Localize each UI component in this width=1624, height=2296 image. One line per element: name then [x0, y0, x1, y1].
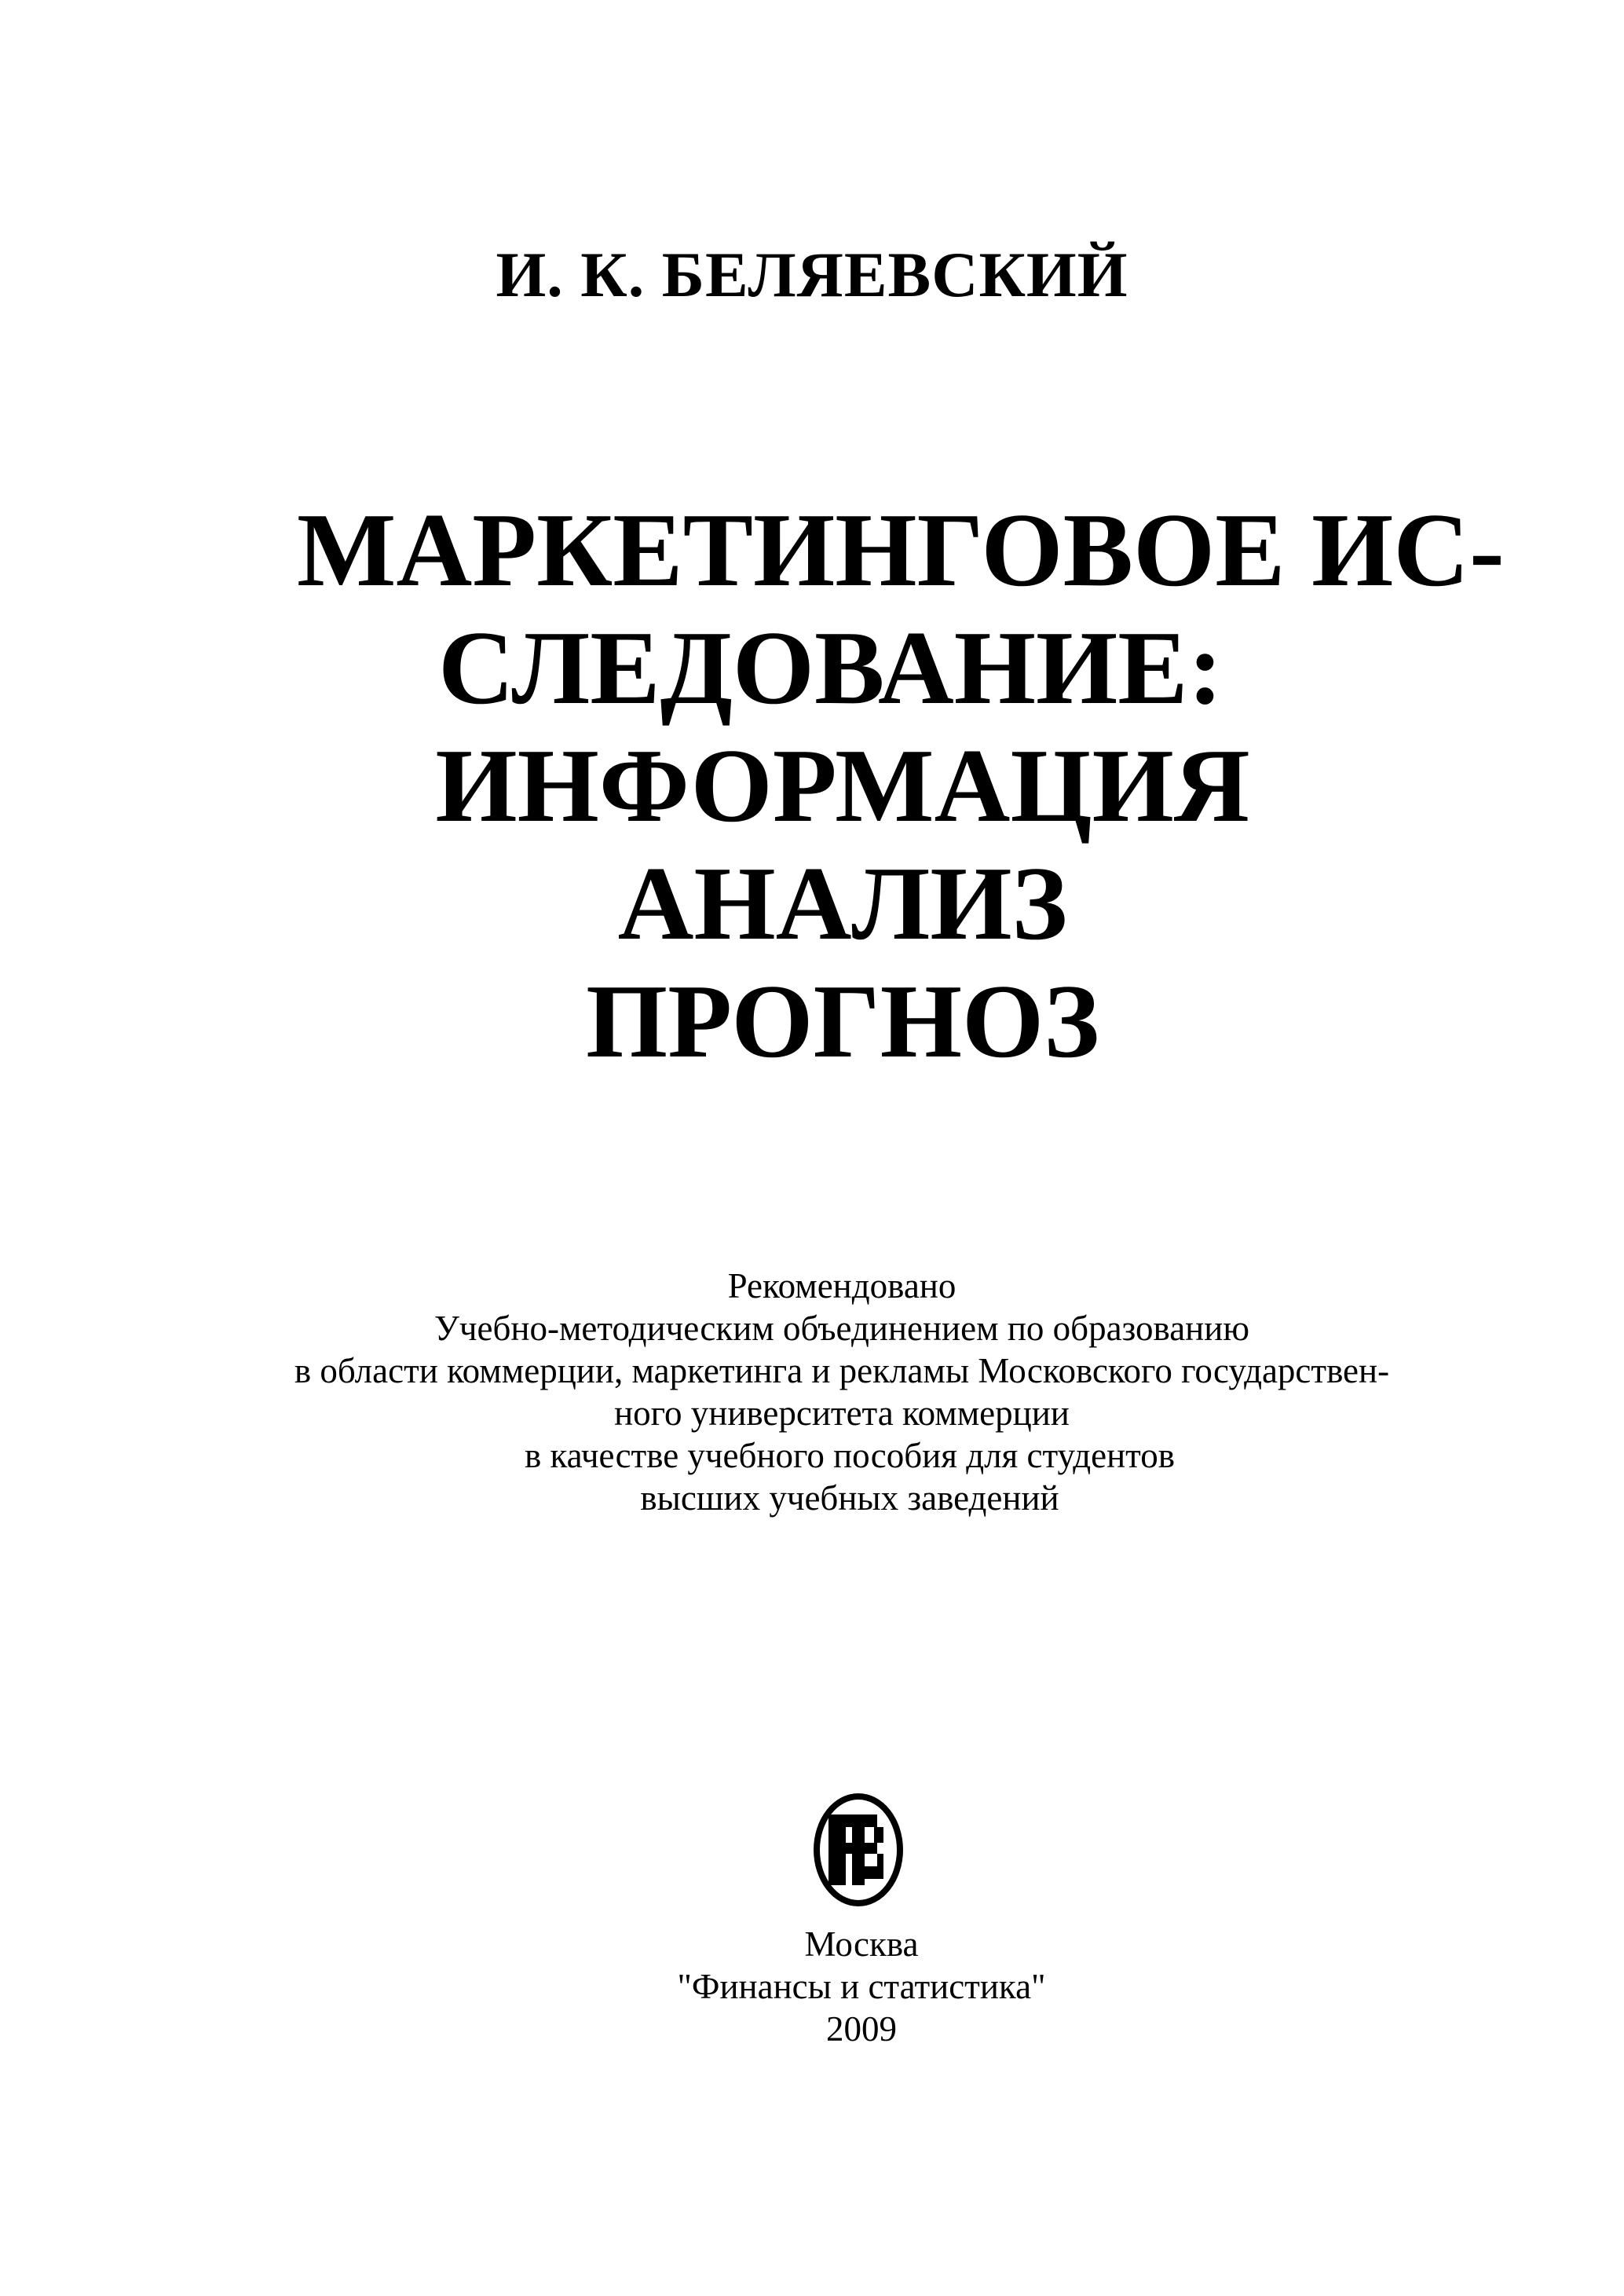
- title-line: АНАЛИЗ: [617, 845, 1068, 961]
- imprint-city: Москва: [804, 1924, 919, 1964]
- title-line: СЛЕДОВАНИЕ:: [438, 610, 1223, 726]
- author-name: И. К. БЕЛЯЕВСКИЙ: [496, 239, 1128, 310]
- recommendation-line: в качестве учебного пособия для студентов: [525, 1436, 1175, 1475]
- recommendation-line: высших учебных заведений: [640, 1478, 1059, 1518]
- recommendation-line: Рекомендовано: [727, 1266, 956, 1305]
- recommendation-line: ного университета коммерции: [614, 1393, 1070, 1433]
- publisher-logo-icon: [811, 1791, 905, 1909]
- title-line: ПРОГНОЗ: [586, 963, 1099, 1079]
- recommendation-line: в области коммерции, маркетинга и рекламы Московского государствен-: [294, 1351, 1390, 1390]
- title-line: ИНФОРМАЦИЯ: [435, 727, 1250, 844]
- imprint-year: 2009: [826, 2009, 897, 2049]
- imprint-publisher: "Финансы и статистика": [677, 1967, 1046, 2006]
- recommendation-line: Учебно-методическим объединением по образованию: [434, 1309, 1249, 1348]
- title-line: МАРКЕТИНГОВОЕ ИС-: [297, 492, 1505, 608]
